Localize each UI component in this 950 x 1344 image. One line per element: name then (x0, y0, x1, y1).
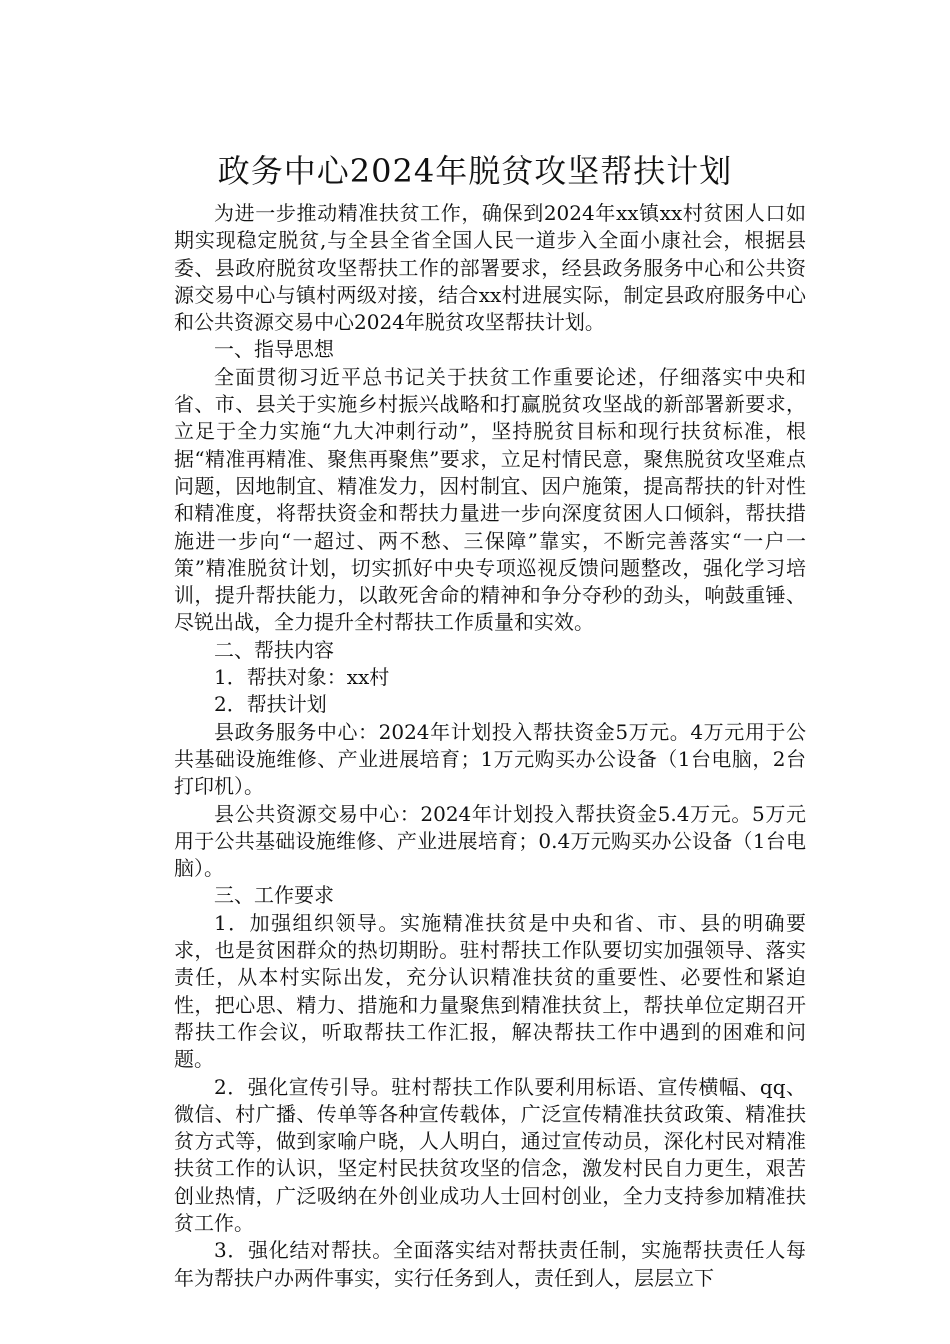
intro-paragraph: 为进一步推动精准扶贫工作，确保到2024年xx镇xx村贫困人口如期实现稳定脱贫,与全县全省全国人民一道步入全面小康社会，根据县委、县政府脱贫攻坚帮扶工作的部署要求，经县政务服务中心和公共资源交易中心与镇村两级对接，结合xx村进展实际，制定县政府服务中心和公共资源交易中心2024年脱贫攻坚帮扶计划。 (174, 201, 806, 335)
guiding-ideology-paragraph: 全面贯彻习近平总书记关于扶贫工作重要论述，仔细落实中央和省、市、县关于实施乡村振兴战略和打赢脱贫攻坚战的新部署新要求，立足于全力实施“九大冲刺行动”，坚持脱贫目标和现行扶贫标准，根据“精准再精准、聚焦再聚焦”要求，立足村情民意，聚焦脱贫攻坚难点问题，因地制宜、精准发力，因村制宜、因户施策，提高帮扶的针对性和精准度，将帮扶资金和帮扶力量进一步向深度贫困人口倾斜，帮扶措施进一步向“一超过、两不愁、三保障”靠实，不断完善落实“一户一策”精准脱贫计划，切实抓好中央专项巡视反馈问题整改，强化学习培训，提升帮扶能力，以敢死舍命的精神和争分夺秒的劲头，响鼓重锤、尽锐出战，全力提升全村帮扶工作质量和实效。 (174, 364, 806, 635)
requirement-organization-leadership: 1．加强组织领导。实施精准扶贫是中央和省、市、县的明确要求，也是贫困群众的热切期盼。驻村帮扶工作队要切实加强领导、落实责任，从本村实际出发，充分认识精准扶贫的重要性、必要性和紧迫性，把心思、精力、措施和力量聚焦到精准扶贫上，帮扶单位定期召开帮扶工作会议，听取帮扶工作汇报，解决帮扶工作中遇到的困难和问题。 (174, 910, 806, 1072)
government-service-center-plan: 县政务服务中心：2024年计划投入帮扶资金5万元。4万元用于公共基础设施维修、产业进展培育；1万元购买办公设备（1台电脑，2台打印机）。 (174, 719, 806, 799)
requirement-paired-assistance: 3．强化结对帮扶。全面落实结对帮扶责任制，实施帮扶责任人每年为帮扶户办两件事实，实行任务到人，责任到人，层层立下 (174, 1238, 806, 1290)
document-title: 政务中心2024年脱贫攻坚帮扶计划 (217, 152, 733, 191)
assistance-target-item: 1．帮扶对象：xx村 (214, 665, 390, 690)
section-heading-guiding-ideology: 一、指导思想 (214, 337, 334, 362)
assistance-plan-item: 2．帮扶计划 (214, 692, 327, 717)
section-heading-assistance-content: 二、帮扶内容 (214, 637, 334, 662)
section-heading-work-requirements: 三、工作要求 (214, 883, 334, 908)
document-body (174, 200, 806, 1292)
requirement-publicity-guidance: 2．强化宣传引导。驻村帮扶工作队要利用标语、宣传横幅、qq、微信、村广播、传单等各种宣传载体，广泛宣传精准扶贫政策、精准扶贫方式等，做到家喻户晓，人人明白，通过宣传动员，深化村民对精准扶贫工作的认识，坚定村民扶贫攻坚的信念，激发村民自力更生，艰苦创业热情，广泛吸纳在外创业成功人士回村创业，全力支持参加精准扶贫工作。 (174, 1074, 806, 1235)
public-resource-center-plan: 县公共资源交易中心：2024年计划投入帮扶资金5.4万元。5万元用于公共基础设施维修、产业进展培育；0.4万元购买办公设备（1台电脑）。 (174, 801, 806, 881)
